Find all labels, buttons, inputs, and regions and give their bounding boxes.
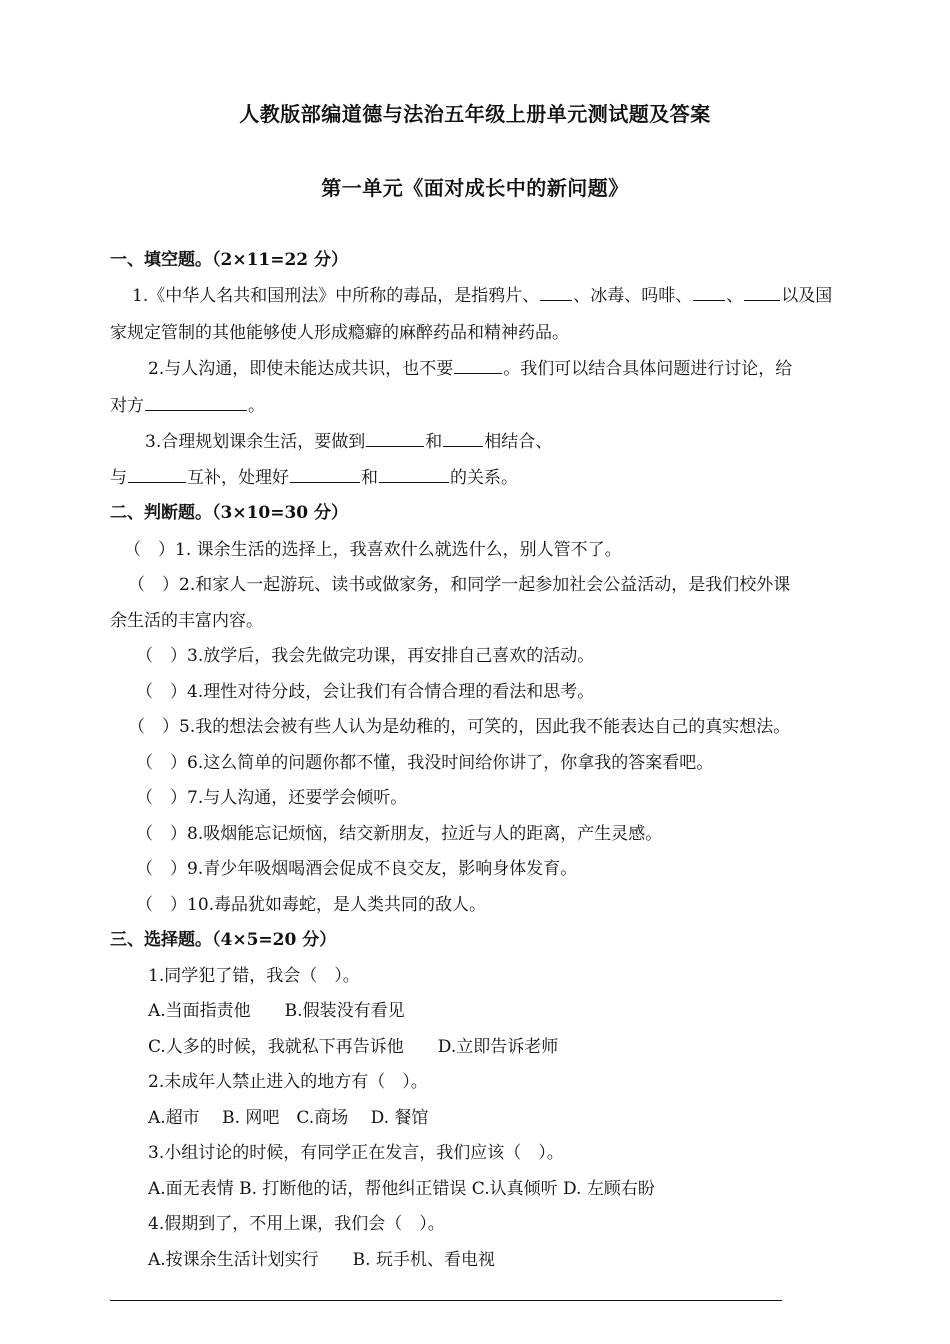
answer-blank[interactable]	[379, 464, 449, 483]
answer-blank[interactable]	[128, 464, 186, 483]
judge-item-6: （ ）6.这么简单的问题你都不懂，我没时间给你讲了，你拿我的答案看吧。	[136, 753, 714, 773]
judge-item-5: （ ）5.我的想法会被有些人认为是幼稚的，可笑的，因此我不能表达自己的真实想法。	[128, 717, 791, 737]
answer-blank[interactable]	[443, 428, 483, 447]
fill-question-1-line-2: 家规定管制的其他能够使人形成瘾癖的麻醉药品和精神药品。	[110, 323, 569, 343]
fill-question-2-line-1: 2.与人沟通，即使未能达成共识，也不要 。我们可以结合具体问题进行讨论，给	[148, 354, 792, 379]
judge-item-9: （ ）9.青少年吸烟喝酒会促成不良交友，影响身体发育。	[136, 859, 578, 879]
choice-question-2: 2.未成年人禁止进入的地方有（ ）。	[148, 1072, 428, 1092]
choice-question-1: 1.同学犯了错，我会（ ）。	[148, 966, 360, 986]
judge-item-4: （ ）4.理性对待分歧，会让我们有合情合理的看法和思考。	[136, 682, 595, 702]
answer-blank[interactable]	[145, 392, 247, 411]
judge-item-7: （ ）7.与人沟通，还要学会倾听。	[136, 788, 408, 808]
judge-item-1: （ ）1. 课余生活的选择上，我喜欢什么就选什么，别人管不了。	[124, 540, 622, 560]
fill-question-3-line-2: 与 互补，处理好 和 的关系。	[110, 463, 518, 488]
choice-options-3: A.面无表情 B. 打断他的话，帮他纠正错误 C.认真倾听 D. 左顾右盼	[148, 1179, 655, 1199]
judge-item-2: （ ）2.和家人一起游玩、读书或做家务，和同学一起参加社会公益活动，是我们校外课	[128, 575, 791, 595]
answer-blank[interactable]	[744, 282, 780, 301]
choice-options-1a: A.当面指责他 B.假装没有看见	[148, 1001, 405, 1021]
choice-question-4: 4.假期到了，不用上课，我们会（ ）。	[148, 1214, 445, 1234]
choice-options-1b: C.人多的时候，我就私下再告诉他 D.立即告诉老师	[148, 1037, 559, 1057]
fill-question-1-line-1: 1.《中华人名共和国刑法》中所称的毒品，是指鸦片、 、冰毒、吗啡、 、 以及国	[132, 281, 832, 306]
answer-blank[interactable]	[693, 282, 725, 301]
footer-divider	[110, 1300, 782, 1301]
answer-blank[interactable]	[540, 282, 572, 301]
judge-item-8: （ ）8.吸烟能忘记烦恼，结交新朋友，拉近与人的距离，产生灵感。	[136, 824, 663, 844]
judge-item-10: （ ）10.毒品犹如毒蛇，是人类共同的敌人。	[136, 895, 487, 915]
document-title: 人教版部编道德与法治五年级上册单元测试题及答案	[239, 102, 711, 126]
choice-options-2: A.超市 B. 网吧 C.商场 D. 餐馆	[148, 1108, 429, 1128]
fill-question-3-line-1: 3.合理规划课余生活，要做到 和 相结合、	[145, 427, 552, 452]
choice-question-3: 3.小组讨论的时候，有同学正在发言，我们应该（ ）。	[148, 1143, 564, 1163]
choice-section-heading: 三、选择题。（4×5=20 分）	[110, 930, 337, 950]
choice-options-4: A.按课余生活计划实行 B. 玩手机、看电视	[148, 1250, 495, 1270]
answer-blank[interactable]	[366, 428, 424, 447]
judge-item-2-continued: 余生活的丰富内容。	[110, 611, 263, 631]
fill-section-heading: 一、填空题。（2×11=22 分）	[110, 250, 349, 270]
answer-blank[interactable]	[290, 464, 360, 483]
judge-section-heading: 二、判断题。（3×10=30 分）	[110, 503, 349, 523]
judge-item-3: （ ）3.放学后，我会先做完功课，再安排自己喜欢的活动。	[136, 646, 595, 666]
fill-question-2-line-2: 对方 。	[110, 391, 265, 416]
unit-title: 第一单元《面对成长中的新问题》	[321, 176, 629, 200]
answer-blank[interactable]	[454, 355, 502, 374]
